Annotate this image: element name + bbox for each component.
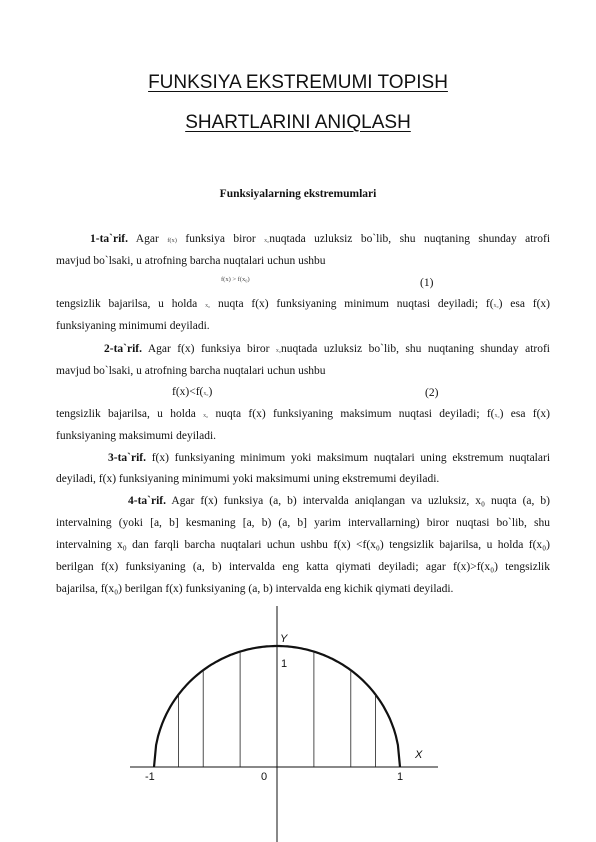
def3-label: 3-ta`rif.	[108, 452, 146, 464]
def2-l3-x0: x₀	[203, 413, 209, 419]
def2-l3-c: ) esa f(x)	[499, 408, 551, 420]
def4-text-1: Agar f(x) funksiya (a, b) intervalda aniqlangan va uzluksiz, x₀ nuqta (a, b)	[171, 495, 550, 507]
def1-x0: x₀	[264, 238, 270, 244]
def1-l3-b: nuqta f(x) funksiyaning minimum nuqtasi deyiladi; f(	[218, 298, 494, 310]
def1-label: 1-ta`rif.	[90, 233, 128, 245]
def1-l3-x0b: x₀	[493, 303, 499, 309]
x-tick-minus-one: -1	[145, 771, 155, 783]
title-line-1: FUNKSIYA EKSTREMUMI TOPISH	[148, 72, 448, 93]
def2-ineq-a: f(x)<f(	[172, 386, 204, 398]
def1-text-a: Agar	[135, 233, 159, 245]
def2-l3-b: nuqta f(x) funksiyaning maksimum nuqtasi deyiladi; f(	[215, 408, 495, 420]
def2-text-c: nuqtada uzluksiz bo`lib, shu nuqtaning shunday atrofi	[280, 343, 551, 355]
def4-line3: intervalning x₀ dan farqli barcha nuqtalari uchun ushbu f(x) <f(x₀) tengsizlik bajarilsa, u holda f(x₀)	[56, 539, 550, 551]
x-tick-plus-one: 1	[397, 771, 404, 783]
title-line-2: SHARTLARINI ANIQLASH	[185, 112, 411, 133]
def1-text-c: nuqtada uzluksiz bo`lib, shu nuqtaning shunday atrofi	[269, 233, 551, 245]
def2-text-a: Agar f(x) funksiya biror	[147, 343, 270, 355]
section-subtitle: Funksiyalarning ekstremumlari	[219, 188, 377, 200]
def2-line4: funksiyaning maksimumi deyiladi.	[56, 430, 217, 442]
def2-l3-a: tengsizlik bajarilsa, u holda	[56, 408, 196, 420]
def4-line2: intervalning (yoki [a, b] kesmaning [a, b) (a, b] yarim intervallarning) biror nuqtasi bo`lib, shu	[56, 517, 550, 529]
def1-text-b: funksiya biror	[185, 233, 256, 245]
y-tick-one: 1	[281, 658, 288, 670]
def2-ineq-b: )	[208, 386, 213, 398]
def2-eq-number: (2)	[425, 387, 439, 399]
def1-inequality: f(x) > f(x₀)	[221, 276, 250, 283]
def4-line4: berilgan f(x) funksiyaning (a, b) intervalda eng katta qiymati deyiladi; agar f(x)>f(x₀) tengsizlik	[56, 561, 550, 573]
def1-l3-x0: x₀	[205, 303, 211, 309]
def1-line4: funksiyaning minimumi deyiladi.	[56, 320, 210, 332]
def2-x0: x₀	[275, 348, 281, 354]
def1-l3-a: tengsizlik bajarilsa, u holda	[56, 298, 198, 310]
def3-line2: deyiladi, f(x) funksiyaning minimumi yoki maksimumi uning ekstremumi deyiladi.	[56, 473, 440, 485]
def1-l3-c: ) esa f(x)	[498, 298, 551, 310]
def1-line2: mavjud bo`lsaki, u atrofning barcha nuqtalari uchun ushbu	[56, 255, 326, 267]
def2-l3-x0b: x₀	[494, 413, 500, 419]
def2-line2: mavjud bo`lsaki, u atrofning barcha nuqtalari uchun ushbu	[56, 365, 326, 377]
x-axis-label: X	[415, 749, 423, 761]
def4-label: 4-ta`rif.	[128, 495, 166, 507]
def2-label: 2-ta`rif.	[104, 343, 142, 355]
def1-fx: f(x)	[167, 237, 177, 244]
def3-text: f(x) funksiyaning minimum yoki maksimum nuqtalari uning ekstremum nuqtalari	[151, 452, 551, 464]
def1-eq-number: (1)	[420, 277, 434, 289]
def4-line5: bajarilsa, f(x₀) berilgan f(x) funksiyaning (a, b) intervalda eng kichik qiymati deyiladi.	[56, 583, 454, 595]
y-axis-label: Y	[280, 633, 288, 645]
origin-label: 0	[261, 771, 268, 783]
def2-ineq-x0: x₀	[203, 391, 209, 397]
